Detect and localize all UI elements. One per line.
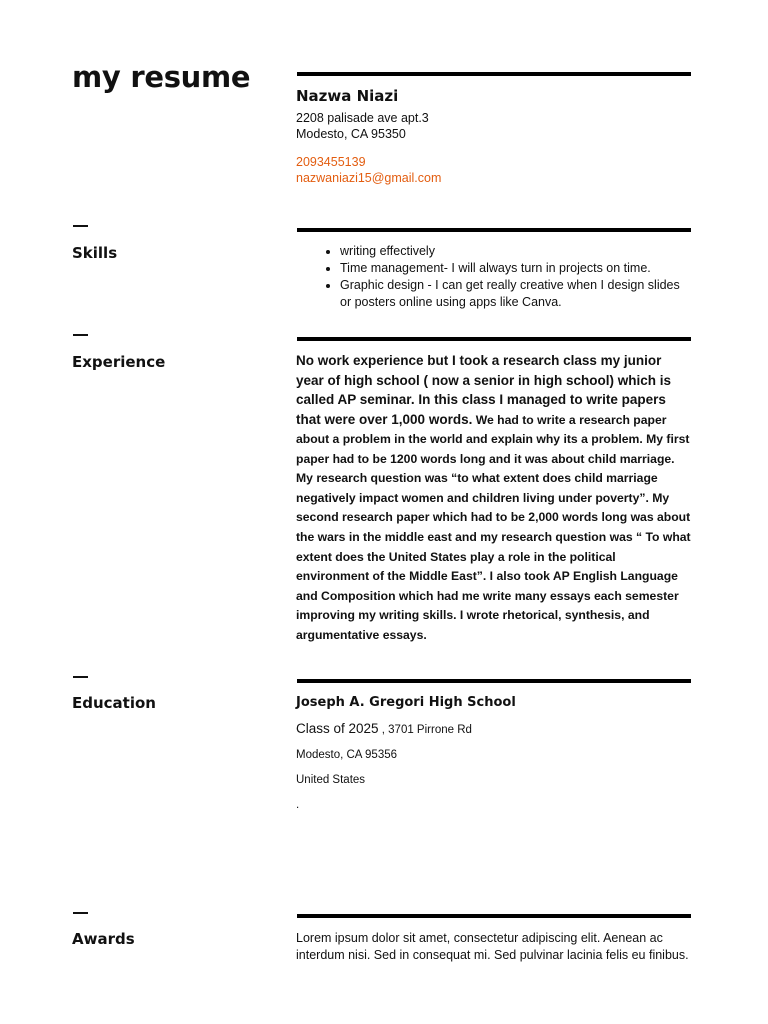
list-item: • writing effectively xyxy=(340,243,692,260)
awards-divider xyxy=(297,914,691,918)
experience-divider xyxy=(297,337,691,341)
experience-lead: No work experience but I took a research class my junior year of high school ( now a senior in high school) which is called AP seminar. In this class I managed to write papers that were over 1,000 words. xyxy=(296,353,672,427)
class-and-street xyxy=(296,720,692,739)
section-dash xyxy=(73,676,88,678)
experience-paragraph xyxy=(296,351,692,645)
skills-list xyxy=(296,243,692,311)
section-dash xyxy=(73,912,88,914)
section-dash xyxy=(73,225,88,227)
experience-content xyxy=(296,351,692,645)
education-content xyxy=(296,695,692,822)
experience-body: We had to write a research paper about a problem in the world and explain why its a problem. My first paper had to be 1200 words long and it was about child marriage. My research question was “to what extent does child marriage negatively impact women and children living under poverty”. My second research paper which had to be 2,000 words long was about the wars in the middle east and my research question was “ To what extent does the United States play a role in the political environment of the Middle East”. I also took AP English Language and Composition which had me write many essays each semester improving my writing skills. I wrote rhetorical, synthesis, and argumentative essays. xyxy=(296,412,691,643)
school-street: 3701 Pirrone Rd xyxy=(388,724,472,736)
address-line-1: 2208 palisade ave apt.3 xyxy=(296,111,429,125)
school-city: Modesto, CA 95356 xyxy=(296,749,398,761)
contact-divider xyxy=(297,72,691,76)
class-separator: , xyxy=(378,724,389,736)
page-title: my resume xyxy=(72,60,251,94)
skills-content xyxy=(296,243,692,311)
awards-content xyxy=(296,930,692,963)
school-country: United States xyxy=(296,774,366,786)
list-item: • Graphic design - I can get really creative when I design slides or posters online using apps like Canva. xyxy=(340,277,692,311)
trailing-mark: . xyxy=(296,799,300,811)
section-dash xyxy=(73,334,88,336)
education-heading: Education xyxy=(72,694,156,712)
awards-heading: Awards xyxy=(72,930,135,948)
list-item: • Time management- I will always turn in projects on time. xyxy=(340,260,692,277)
address-line-2: Modesto, CA 95350 xyxy=(296,127,406,141)
school-name: Joseph A. Gregori High School xyxy=(296,695,516,710)
skills-heading: Skills xyxy=(72,244,118,262)
email-link[interactable]: nazwaniazi15@gmail.com xyxy=(296,171,442,185)
graduating-class: Class of 2025 xyxy=(296,721,379,736)
applicant-name: Nazwa Niazi xyxy=(296,87,399,105)
education-divider xyxy=(297,679,691,683)
skills-divider xyxy=(297,228,691,232)
phone-number[interactable]: 2093455139 xyxy=(296,155,366,169)
awards-text: Lorem ipsum dolor sit amet, consectetur adipiscing elit. Aenean ac interdum nisi. Sed in consequat mi. Sed pulvinar lacinia felis eu finibus. xyxy=(296,931,689,962)
contact-block xyxy=(296,87,692,186)
experience-heading: Experience xyxy=(72,353,166,371)
